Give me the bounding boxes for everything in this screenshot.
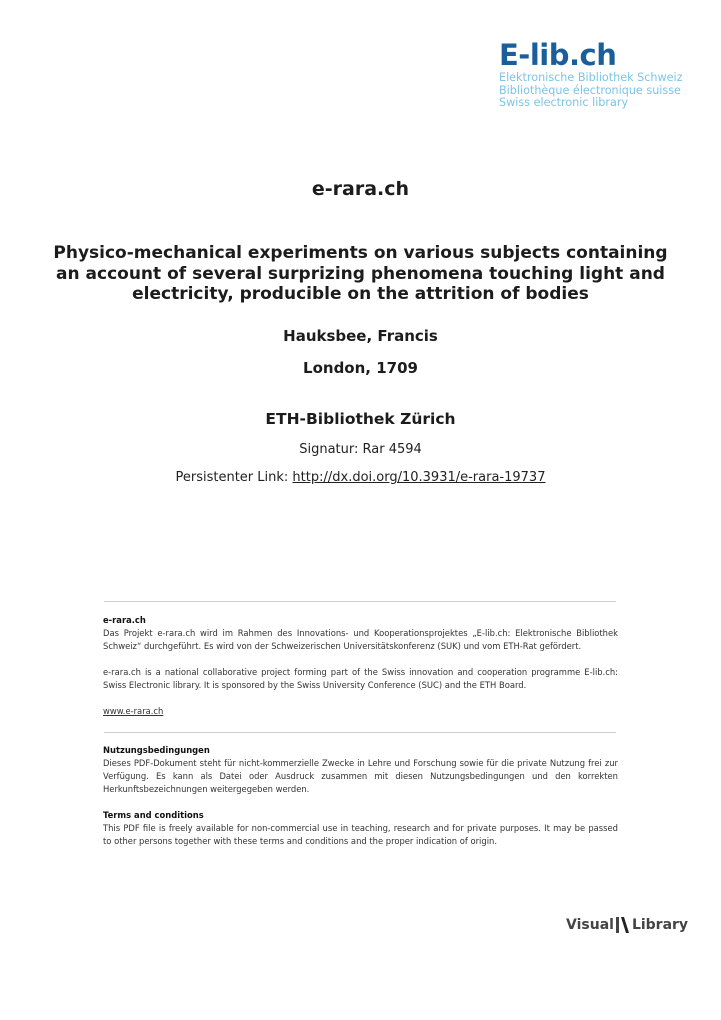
visual-library-left: Visual (566, 917, 614, 933)
book-title: Physico-mechanical experiments on various subjects containing an account of several surprizing phenomena touching light and electricity, producible on the attrition of bodies (53, 243, 668, 304)
elib-logo-line-en: Swiss electronic library (499, 96, 629, 109)
persistent-link-url[interactable]: http://dx.doi.org/10.3931/e-rara-19737 (292, 470, 546, 485)
terms-heading-en: Terms and conditions (103, 810, 204, 820)
divider (104, 732, 616, 733)
info-block (103, 614, 618, 718)
info-text-en: e-rara.ch is a national collaborative project forming part of the Swiss innovation and cooperation programme E-lib.ch: Swiss Electronic library. It is sponsored by the Swiss University Conference (SUC) and the ETH Board. (103, 667, 618, 690)
visual-library-logo (566, 917, 688, 933)
terms-text-de: Dieses PDF-Dokument steht für nicht-kommerzielle Zwecke in Lehre und Forschung sowie für die private Nutzung frei zur Verfügung. Es kann als Datei oder Ausdruck zusammen mit diesen Nutzungsbedingungen und den korrekten Herkunftsbezeichnungen weitergegeben werden. (103, 758, 618, 794)
terms-heading-de: Nutzungsbedingungen (103, 745, 210, 755)
info-heading: e-rara.ch (103, 615, 146, 625)
place-year: London, 1709 (303, 359, 418, 377)
persistent-link (0, 470, 721, 485)
elib-logo (499, 38, 699, 110)
elib-logo-line-fr: Bibliothèque électronique suisse (499, 83, 681, 97)
terms-text-en: This PDF file is freely available for non-commercial use in teaching, research and for private purposes. It may be passed to other persons together with these terms and conditions and the proper indication of origin. (103, 823, 618, 846)
info-text-de: Das Projekt e-rara.ch wird im Rahmen des Innovations- und Kooperationsprojektes „E-lib.ch: Elektronische Bibliothek Schweiz“ durchgeführt. Es wird von der Schweizerischen Universitätskonferenz (SUK) und vom ETH-Rat gefördert. (103, 628, 618, 651)
elib-logo-title: E-lib.ch (499, 38, 617, 72)
elib-logo-line-de: Elektronische Bibliothek Schweiz (499, 71, 683, 84)
author: Hauksbee, Francis (283, 327, 438, 345)
holding-library: ETH-Bibliothek Zürich (265, 410, 456, 428)
erara-link[interactable]: www.e-rara.ch (103, 706, 164, 716)
divider (104, 601, 616, 602)
terms-block (103, 744, 618, 848)
persistent-link-label: Persistenter Link: (175, 470, 293, 485)
visual-library-mark-icon (616, 917, 630, 933)
signature: Signatur: Rar 4594 (299, 442, 422, 457)
visual-library-right: Library (631, 917, 689, 933)
site-name: e-rara.ch (311, 178, 410, 200)
